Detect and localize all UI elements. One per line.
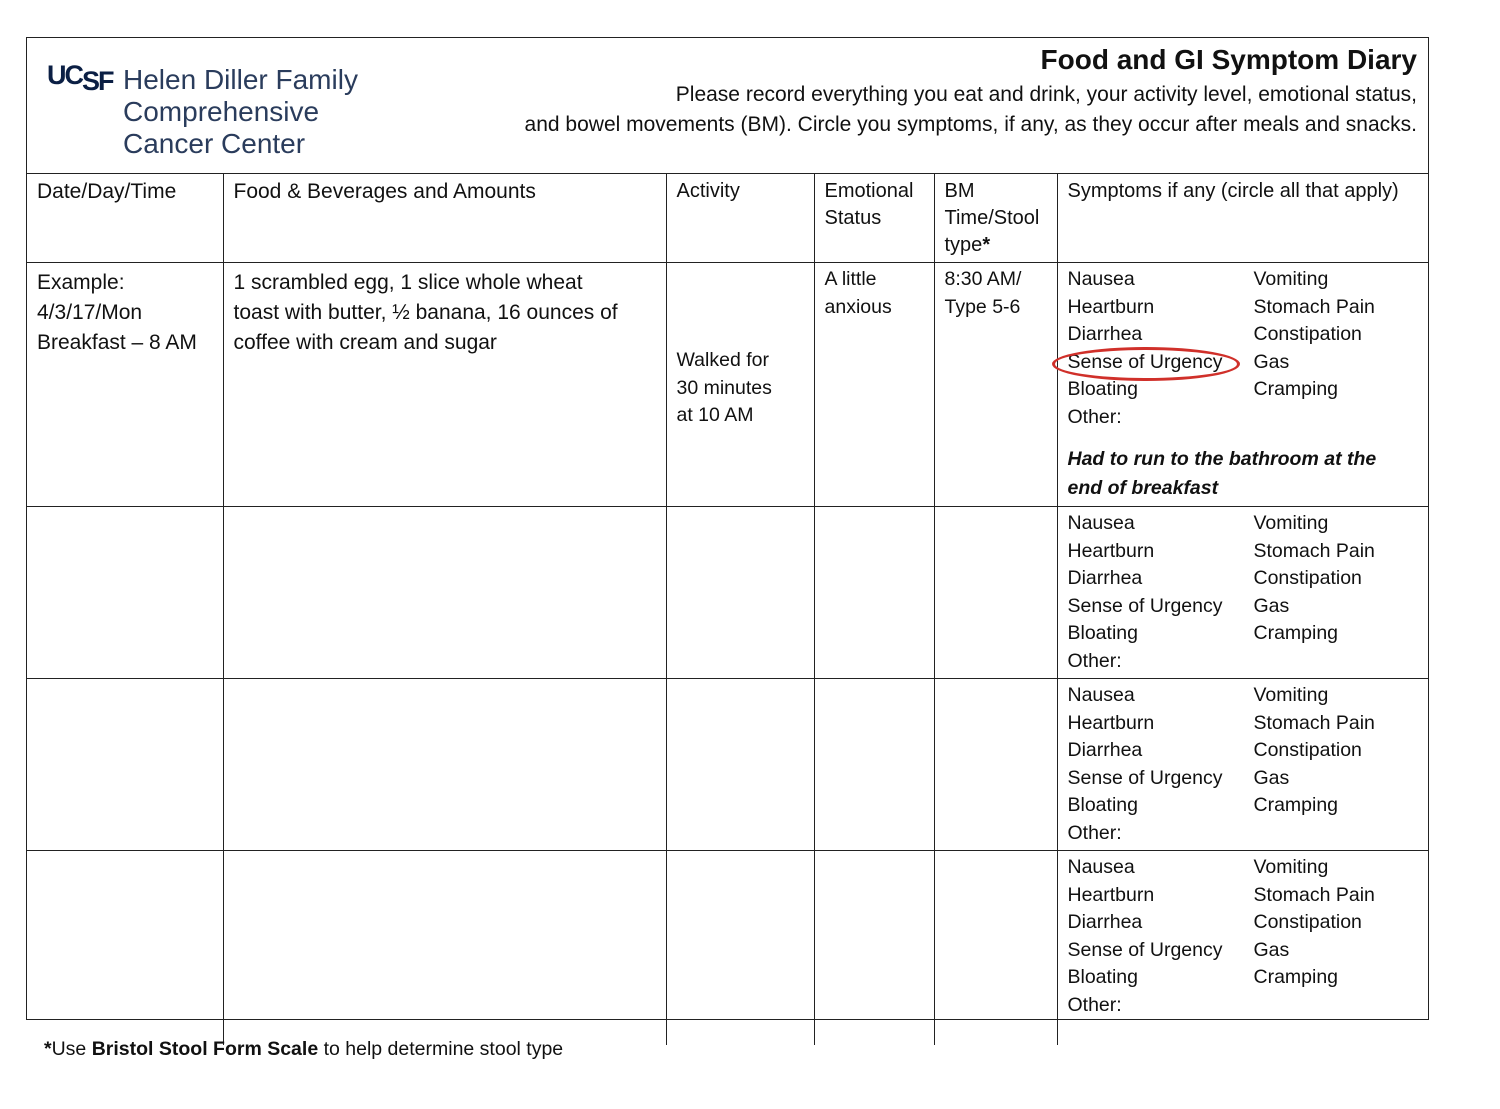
logo-line: Helen Diller Family	[123, 64, 358, 95]
activity-input-cell[interactable]	[666, 679, 814, 851]
example-note	[1068, 445, 1419, 503]
col-symptoms-header: Symptoms if any (circle all that apply)	[1057, 174, 1428, 263]
symptom-option[interactable]: Vomiting	[1253, 684, 1329, 706]
blank-entry-row	[27, 851, 1428, 1045]
emotional-input-cell[interactable]	[814, 851, 934, 1045]
food-line: 1 scrambled egg, 1 slice whole wheat	[233, 271, 583, 294]
date-line: Breakfast – 8 AM	[37, 331, 197, 354]
header-line: Status	[824, 207, 882, 229]
emotional-line: anxious	[824, 295, 892, 318]
footnote-suffix: to help determine stool type	[318, 1038, 564, 1060]
footnote	[44, 1036, 563, 1062]
activity-line: Walked for	[676, 349, 769, 371]
symptom-option[interactable]: Cramping	[1253, 378, 1339, 400]
date-input-cell[interactable]	[27, 851, 223, 1045]
emotional-input-cell[interactable]	[814, 507, 934, 679]
col-activity-header: Activity	[666, 174, 814, 263]
symptom-option[interactable]: Constipation	[1253, 739, 1362, 761]
subtitle-line: and bowel movements (BM). Circle you symptoms, if any, as they occur after meals and snacks.	[524, 113, 1417, 136]
symptom-option[interactable]: Gas	[1253, 350, 1290, 373]
symptom-option[interactable]: Vomiting	[1253, 856, 1329, 878]
symptom-option[interactable]: Gas	[1253, 594, 1290, 617]
example-activity-cell	[666, 263, 814, 507]
activity-input-cell[interactable]	[666, 507, 814, 679]
food-input-cell[interactable]	[223, 679, 666, 851]
diary-table	[27, 173, 1428, 1045]
col-bm-header	[934, 174, 1057, 263]
symptom-option[interactable]: Cramping	[1253, 794, 1339, 816]
activity-line: 30 minutes	[676, 376, 772, 399]
header-line	[945, 232, 1047, 259]
symptom-other[interactable]: Other:	[1067, 405, 1122, 428]
symptom-option[interactable]: Nausea	[1067, 512, 1135, 534]
symptom-option[interactable]: Bloating	[1067, 966, 1138, 988]
bm-type-label: type	[944, 234, 983, 256]
symptom-option[interactable]: Heartburn	[1067, 295, 1155, 318]
bm-input-cell[interactable]	[934, 507, 1057, 679]
symptom-option[interactable]: Bloating	[1067, 794, 1138, 816]
blank-entry-row	[27, 679, 1428, 851]
footnote-prefix: Use	[51, 1038, 92, 1060]
diary-header	[27, 38, 1428, 174]
example-row	[27, 263, 1428, 507]
symptom-option[interactable]: Vomiting	[1253, 512, 1329, 534]
symptom-grid	[1068, 266, 1419, 431]
note-line: end of breakfast	[1067, 477, 1219, 499]
date-line: 4/3/17/Mon	[37, 301, 143, 324]
example-symptoms-cell	[1057, 263, 1428, 507]
date-input-cell[interactable]	[27, 507, 223, 679]
activity-input-cell[interactable]	[666, 851, 814, 1045]
symptoms-cell	[1057, 851, 1428, 1045]
symptom-grid	[1068, 854, 1419, 1019]
red-circle-mark	[1052, 347, 1240, 381]
symptom-option[interactable]: Diarrhea	[1067, 739, 1143, 761]
symptom-other[interactable]: Other:	[1067, 821, 1122, 844]
header-line: Time/Stool	[944, 207, 1040, 229]
symptom-option[interactable]: Heartburn	[1067, 711, 1155, 734]
food-input-cell[interactable]	[223, 507, 666, 679]
symptom-option[interactable]: Stomach Pain	[1253, 711, 1375, 734]
page-title: Food and GI Symptom Diary	[1040, 44, 1417, 75]
logo-line: Cancer Center	[123, 128, 306, 159]
symptom-other[interactable]: Other:	[1067, 993, 1122, 1016]
symptom-option[interactable]: Constipation	[1253, 911, 1362, 933]
subtitle-line: Please record everything you eat and drink, your activity level, emotional status,	[675, 83, 1417, 106]
symptom-option[interactable]: Heartburn	[1067, 883, 1155, 906]
example-date-cell	[27, 263, 223, 507]
symptom-option[interactable]: Constipation	[1253, 567, 1362, 589]
symptom-option[interactable]: Diarrhea	[1067, 567, 1143, 589]
symptom-option[interactable]: Stomach Pain	[1253, 883, 1375, 906]
symptoms-cell	[1057, 679, 1428, 851]
col-date-header: Date/Day/Time	[27, 174, 223, 263]
symptom-option[interactable]: Cramping	[1253, 966, 1339, 988]
symptom-option[interactable]: Gas	[1253, 766, 1290, 789]
emotional-line: A little	[824, 268, 877, 290]
blank-entry-row	[27, 507, 1428, 679]
symptom-option[interactable]: Nausea	[1067, 684, 1135, 706]
date-line: Example:	[37, 271, 125, 294]
bm-line: Type 5-6	[944, 295, 1021, 318]
symptom-option[interactable]: Sense of Urgency	[1067, 938, 1223, 961]
symptom-option[interactable]: Sense of Urgency	[1067, 766, 1223, 789]
bristol-scale-label: Bristol Stool Form Scale	[91, 1038, 319, 1060]
symptom-option[interactable]: Nausea	[1067, 268, 1135, 290]
logo-line: Comprehensive	[123, 96, 320, 127]
example-bm-cell	[934, 263, 1057, 507]
example-emotional-cell	[814, 263, 934, 507]
example-food-cell	[223, 263, 666, 507]
symptom-option[interactable]: Heartburn	[1067, 539, 1155, 562]
circled-symptom-label: Sense of Urgency	[1067, 350, 1223, 373]
symptom-grid	[1068, 682, 1419, 847]
bm-input-cell[interactable]	[934, 851, 1057, 1045]
page-subtitle	[525, 80, 1417, 140]
food-line: toast with butter, ½ banana, 16 ounces of	[233, 301, 618, 324]
symptoms-cell	[1057, 507, 1428, 679]
symptom-option[interactable]: Diarrhea	[1067, 323, 1143, 345]
symptom-option[interactable]: Sense of Urgency	[1067, 594, 1223, 617]
symptom-option[interactable]: Diarrhea	[1067, 911, 1143, 933]
symptom-option[interactable]: Constipation	[1253, 323, 1362, 345]
bm-footnote-marker: *	[982, 234, 991, 256]
symptom-option[interactable]: Nausea	[1067, 856, 1135, 878]
symptom-option[interactable]: Stomach Pain	[1253, 295, 1375, 318]
symptom-option[interactable]: Gas	[1253, 938, 1290, 961]
symptom-option[interactable]: Cramping	[1253, 622, 1339, 644]
logo-text	[123, 64, 403, 160]
symptom-option[interactable]: Bloating	[1067, 378, 1138, 400]
bm-input-cell[interactable]	[934, 679, 1057, 851]
symptom-diary-sheet	[26, 37, 1429, 1020]
header-row	[27, 174, 1428, 263]
footnote-star: *	[44, 1038, 52, 1060]
food-input-cell[interactable]	[223, 851, 666, 1045]
date-input-cell[interactable]	[27, 679, 223, 851]
ucsf-logo-mark: UCSF	[47, 60, 113, 96]
symptom-grid	[1068, 510, 1419, 675]
circled-symptom[interactable]	[1068, 349, 1254, 377]
activity-line: at 10 AM	[676, 404, 754, 426]
note-line: Had to run to the bathroom at the	[1067, 448, 1377, 470]
symptom-option[interactable]: Bloating	[1067, 622, 1138, 644]
bm-line: 8:30 AM/	[944, 268, 1022, 290]
symptom-other[interactable]: Other:	[1067, 649, 1122, 672]
col-emotional-header	[814, 174, 934, 263]
food-line: coffee with cream and sugar	[233, 331, 497, 354]
symptom-option[interactable]: Stomach Pain	[1253, 539, 1375, 562]
symptom-option[interactable]: Vomiting	[1253, 268, 1329, 290]
col-food-header: Food & Beverages and Amounts	[223, 174, 666, 263]
emotional-input-cell[interactable]	[814, 679, 934, 851]
header-line: BM	[944, 180, 975, 202]
header-line: Emotional	[824, 180, 914, 202]
